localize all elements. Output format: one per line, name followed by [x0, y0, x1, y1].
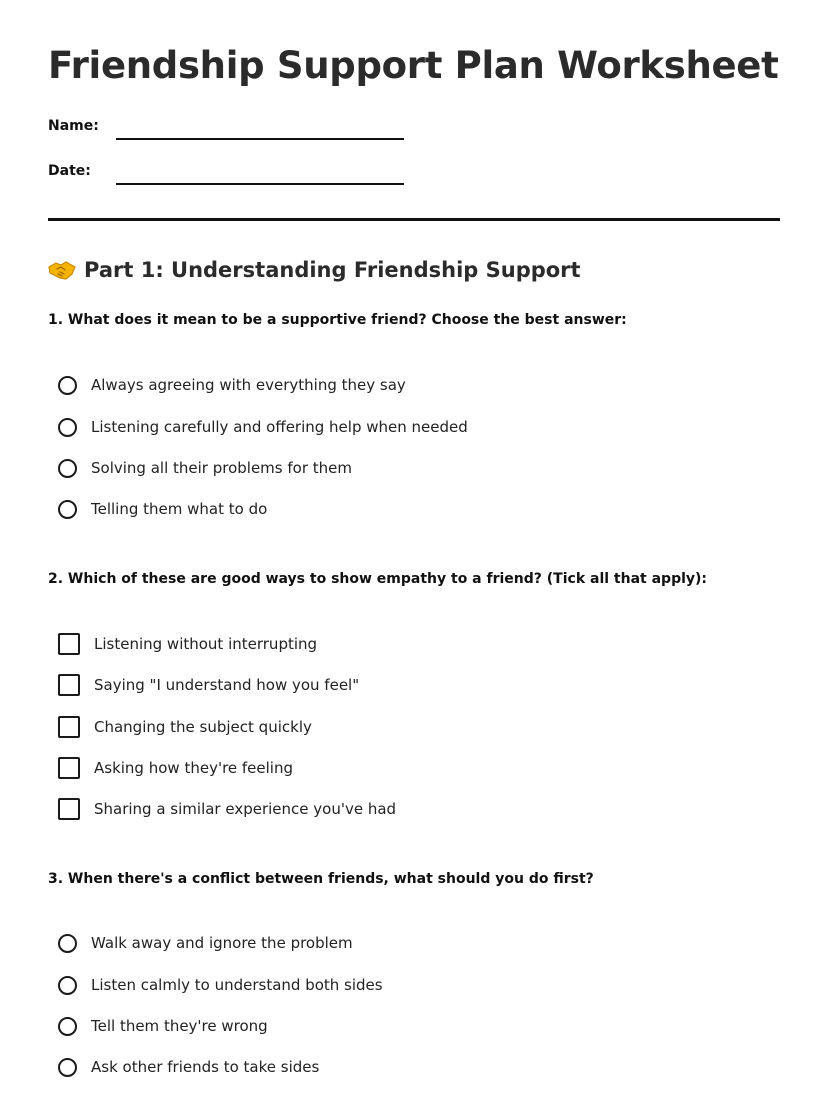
section-heading-text: Part 1: Understanding Friendship Support — [84, 258, 581, 282]
option-label: Always agreeing with everything they say — [91, 376, 406, 394]
q1-option-2[interactable] — [58, 415, 468, 439]
checkbox[interactable] — [58, 798, 80, 820]
option-label: Tell them they're wrong — [91, 1017, 268, 1035]
section-heading — [48, 258, 581, 282]
q2-option-1[interactable] — [58, 632, 317, 656]
radio-button[interactable] — [58, 976, 77, 995]
question-2: 2. Which of these are good ways to show empathy to a friend? (Tick all that apply): — [48, 571, 708, 587]
checkbox[interactable] — [58, 757, 80, 779]
q3-option-1[interactable] — [58, 931, 353, 955]
question-1: 1. What does it mean to be a supportive friend? Choose the best answer: — [48, 312, 627, 328]
q3-option-2[interactable] — [58, 973, 383, 997]
date-label: Date: — [48, 163, 91, 179]
q2-option-4[interactable] — [58, 756, 293, 780]
q1-option-1[interactable] — [58, 373, 406, 397]
option-label: Saying "I understand how you feel" — [94, 676, 360, 694]
option-label: Sharing a similar experience you've had — [94, 800, 397, 818]
checkbox[interactable] — [58, 633, 80, 655]
name-input-line[interactable] — [116, 138, 404, 140]
q2-option-2[interactable] — [58, 673, 359, 697]
header-divider — [48, 218, 780, 221]
q3-option-4[interactable] — [58, 1055, 319, 1079]
radio-button[interactable] — [58, 934, 77, 953]
page-title: Friendship Support Plan Worksheet — [48, 44, 779, 87]
radio-button[interactable] — [58, 459, 77, 478]
option-label: Listen calmly to understand both sides — [91, 976, 383, 994]
date-field — [48, 163, 448, 193]
q1-option-4[interactable] — [58, 497, 267, 521]
checkbox[interactable] — [58, 716, 80, 738]
option-label: Listening carefully and offering help when needed — [91, 418, 468, 436]
option-label: Changing the subject quickly — [94, 718, 312, 736]
option-label: Walk away and ignore the problem — [91, 934, 353, 952]
q2-option-5[interactable] — [58, 797, 396, 821]
option-label: Ask other friends to take sides — [91, 1058, 320, 1076]
handshake-icon — [48, 259, 76, 281]
option-label: Solving all their problems for them — [91, 459, 352, 477]
question-3: 3. When there's a conflict between friends, what should you do first? — [48, 871, 594, 887]
radio-button[interactable] — [58, 1058, 77, 1077]
q2-option-3[interactable] — [58, 715, 312, 739]
option-label: Telling them what to do — [91, 500, 268, 518]
name-field — [48, 118, 448, 148]
q1-option-3[interactable] — [58, 456, 352, 480]
radio-button[interactable] — [58, 500, 77, 519]
checkbox[interactable] — [58, 674, 80, 696]
date-input-line[interactable] — [116, 183, 404, 185]
option-label: Asking how they're feeling — [94, 759, 293, 777]
q3-option-3[interactable] — [58, 1014, 268, 1038]
radio-button[interactable] — [58, 376, 77, 395]
radio-button[interactable] — [58, 418, 77, 437]
name-label: Name: — [48, 118, 99, 134]
option-label: Listening without interrupting — [94, 635, 318, 653]
radio-button[interactable] — [58, 1017, 77, 1036]
